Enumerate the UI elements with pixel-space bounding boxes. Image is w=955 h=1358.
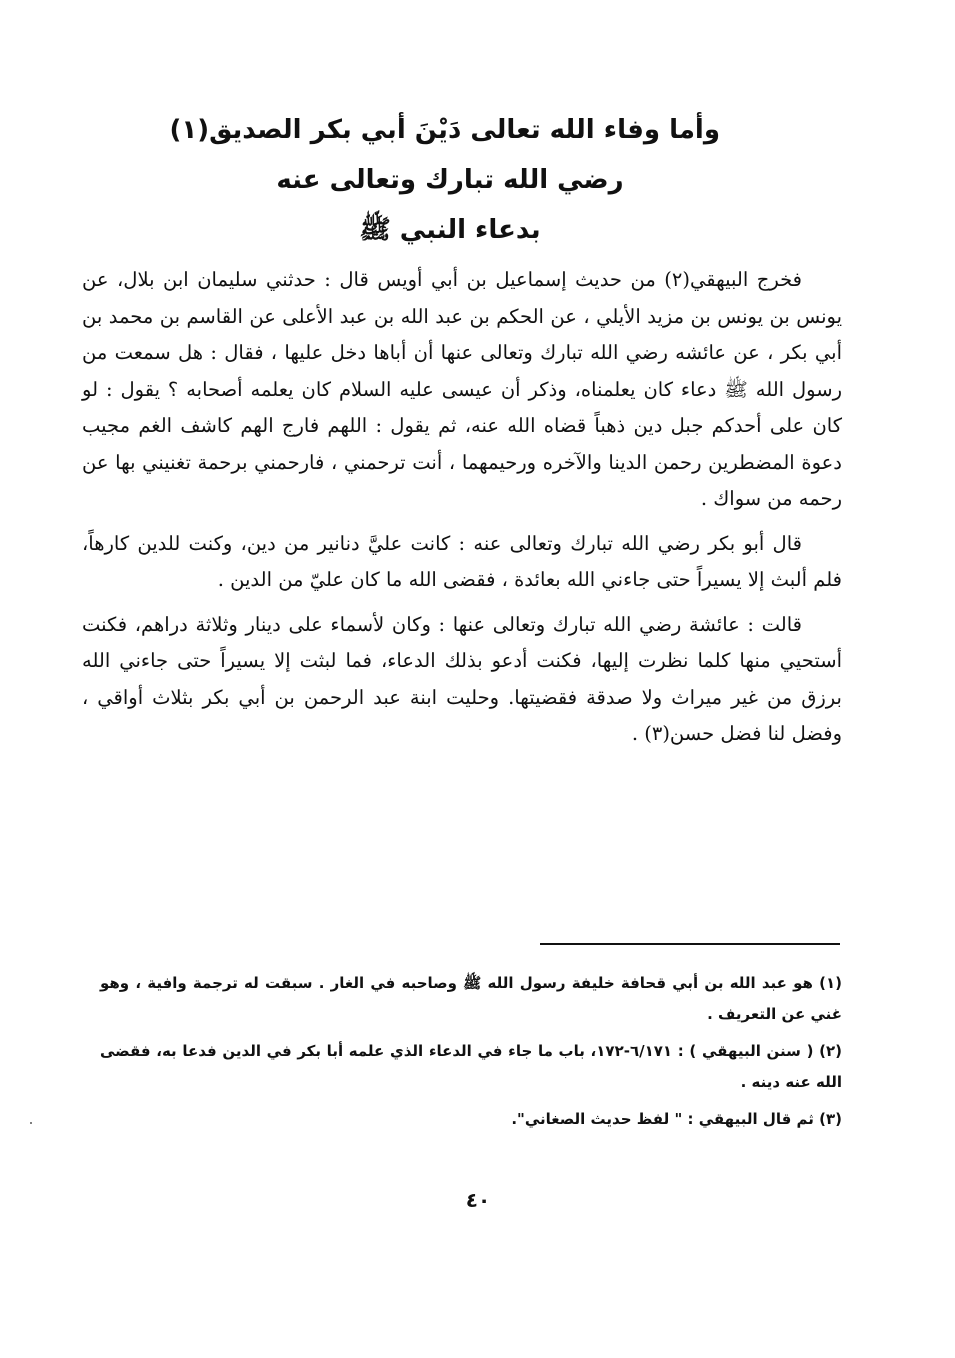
chapter-heading (169, 105, 720, 255)
scan-speck (30, 1122, 32, 1124)
body-text (82, 262, 842, 753)
footnote-3: (٣) ثم قال البيهقي : " لفظ حديث الصغاني". (511, 1110, 842, 1128)
heading-line-2: رضي الله تبارك وتعالى عنه (276, 165, 624, 195)
footnotes (100, 968, 842, 1141)
heading-line-3: بدعاء النبي ﷺ (359, 215, 541, 245)
page-number: ٤٠ (465, 1188, 491, 1212)
paragraph-1: فخرج البيهقي(٢) من حديث إسماعيل بن أبي أويس قال : حدثني سليمان ابن بلال، عن يونس بن يونس بن مزيد الأيلي ، عن الحكم بن عبد الله بن عبد الأعلى عن القاسم بن محمد بن أبي بكر ، عن عائشه رضي الله تبارك وتعالى عنها أن أباها دخل عليها ، فقال : هل سمعت من رسول الله ﷺ دعاء كان يعلمناه، وذكر أن عيسى عليه السلام كان يعلمه أصحابه ؟ يقول : لو كان على أحدكم جبل دين ذهباً قضاه الله عنه، ثم يقول : اللهم فارج الهم كاشف الغم مجيب دعوة المضطرين رحمن الدينا والآخره ورحيمهما ، أنت ترحمني ، فارحمني برحمة تغنيني بها عن رحمه من سواك . (82, 268, 842, 510)
paragraph-2: قال أبو بكر رضي الله تبارك وتعالى عنه : كانت عليَّ دنانير من دين، وكنت للدين كارهاً، فلم ألبث إلا يسيراً حتى جاءني الله بعائدة ، فقضى الله ما كان عليّ من الدين . (82, 531, 842, 591)
footnote-2: (٢) ( سنن البيهقي ) : ٦/١٧١-١٧٢، باب ما جاء في الدعاء الذي علمه أبا بكر في الدين فدعا به، فقضى الله عنه دينه . (100, 1042, 842, 1091)
heading-line-1: وأما وفاء الله تعالى دَيْنَ أبي بكر الصديق(١) (169, 115, 720, 145)
footnote-1: (١) هو عبد الله بن أبي قحافة خليفة رسول الله ﷺ وصاحبه في الغار . سبقت له ترجمة وافية ، وهو غني عن التعريف . (100, 974, 842, 1023)
paragraph-3: قالت : عائشة رضي الله تبارك وتعالى عنها : وكان لأسماء على دينار وثلاثة دراهم، فكنت أستحيي منها كلما نظرت إليها، فكنت أدعو بذلك الدعاء، فما لبثت إلا يسيراً حتى جاءني الله برزق من غير ميراث ولا صدقة فقضيتها. وحليت ابنة عبد الرحمن بن أبي بكر بثلاث أواقي ، وفضل لنا فضل حسن(٣) . (82, 612, 842, 745)
footnote-divider (540, 943, 840, 945)
